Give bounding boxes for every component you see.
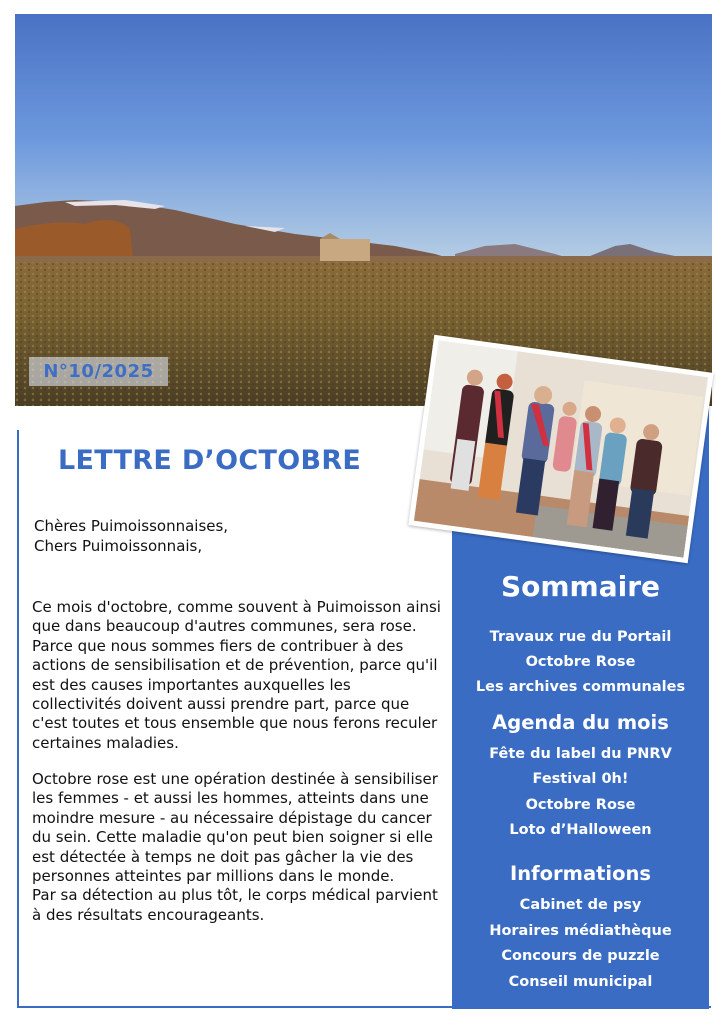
paragraph-1: Ce mois d'octobre, comme souvent à Puimoisson ainsi que dans beaucoup d'autres communes, sera rose. Parce que nous sommes fiers de contribuer à des actions de sensibilisation et de prévention, parce qu'il est des causes importantes auxquelles les collectivités doivent aussi prendre part, parce que c'est toutes et tous ensemble que nous ferons reculer certaines maladies. (32, 598, 441, 752)
issue-number-badge (29, 357, 168, 386)
agenda-item[interactable]: Festival 0h! (532, 771, 629, 788)
info-item[interactable]: Horaires médiathèque (489, 922, 672, 939)
issue-number: N°10/2025 (43, 361, 154, 382)
group-photo (408, 335, 713, 563)
greeting-line: Chers Puimoissonnais, (34, 537, 203, 555)
greeting-line: Chères Puimoissonnaises, (34, 517, 229, 535)
agenda-item[interactable]: Loto d’Halloween (509, 821, 652, 838)
paragraph-2 (32, 770, 442, 925)
stone-ruin (320, 239, 370, 261)
agenda-item[interactable]: Fête du label du PNRV (489, 746, 672, 762)
agenda-title: Agenda du mois (492, 711, 669, 734)
info-item[interactable]: Cabinet de psy (519, 897, 642, 913)
info-title: Informations (509, 862, 651, 885)
letter-title: LETTRE D’OCTOBRE (58, 445, 362, 476)
hero-landscape-photo (15, 14, 712, 406)
paragraph-2-conclusion: Par sa détection au plus tôt, le corps médical parvient à des résultats encourageants. (32, 886, 438, 924)
summary-list (452, 625, 709, 700)
greeting (34, 516, 228, 556)
info-list (452, 893, 709, 996)
info-item[interactable]: Concours de puzzle (501, 948, 660, 965)
summary-title: Sommaire (500, 570, 661, 603)
summary-item[interactable]: Octobre Rose (525, 654, 636, 670)
paragraph-2-text: Octobre rose est une opération destinée à sensibiliser les femmes - et aussi les hommes, atteints dans une moindre mesure - au nécessaire dépistage du cancer du sein. Cette maladie qu'on peut bien soigner si elle est détectée à temps ne doit pas gâcher la vie des personnes atteintes par millions dans le monde. (32, 770, 438, 886)
agenda-list (452, 742, 709, 843)
summary-item[interactable]: Les archives communales (475, 679, 686, 695)
info-item[interactable]: Conseil municipal (508, 974, 653, 991)
agenda-item[interactable]: Octobre Rose (525, 796, 636, 813)
summary-item[interactable]: Travaux rue du Portail (489, 629, 672, 645)
